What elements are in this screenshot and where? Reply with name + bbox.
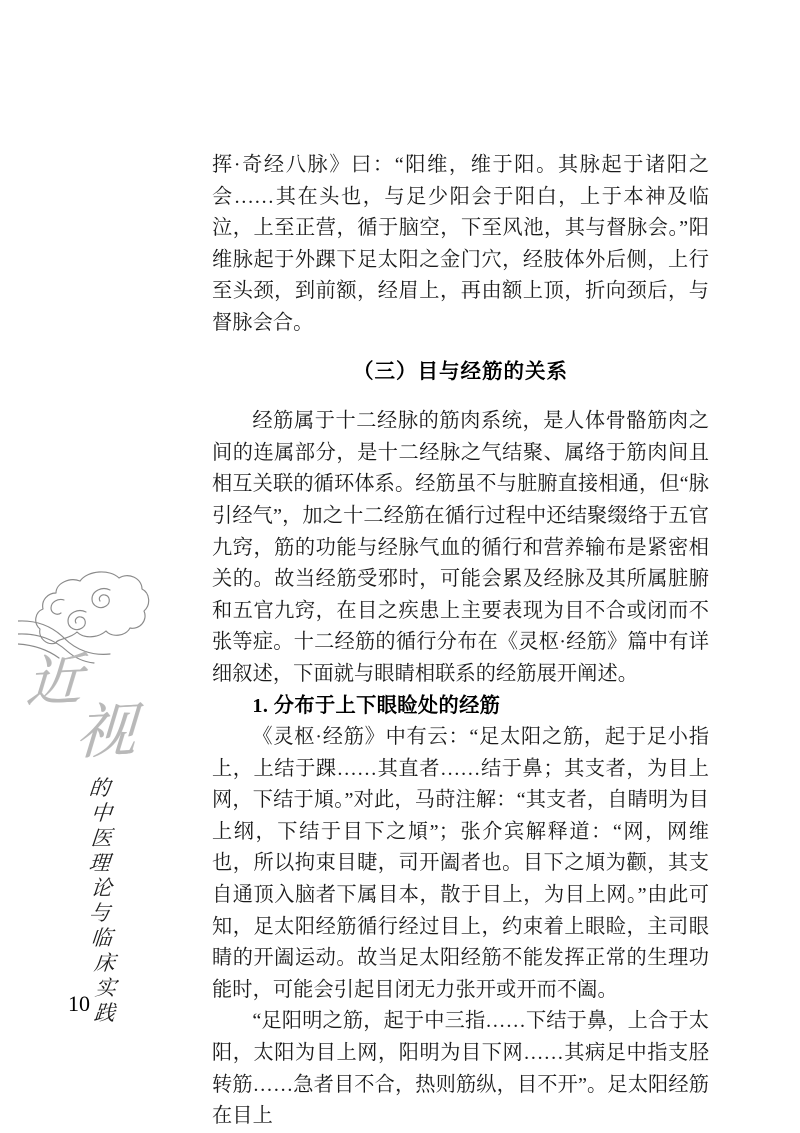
text-column — [212, 150, 709, 1133]
paragraph-continued: 挥·奇经八脉》曰：“阳维，维于阳。其脉起于诸阳之会……其在头也，与足少阳会于阳白，上于本神及临泣，上至正营，循于脑空，下至风池，其与督脉会。”阳维脉起于外踝下足太阳之金门穴，经肢体外后侧，上行至头颈，到前额，经眉上，再由额上顶，折向颈后，与督脉会合。 — [212, 154, 709, 334]
auspicious-cloud-icon — [18, 560, 158, 675]
book-title-small-char: 医 — [89, 826, 114, 850]
book-title-small-char: 实 — [93, 976, 118, 1000]
section-heading: （三）目与经筋的关系 — [353, 360, 568, 383]
sub-heading-1: 1. 分布于上下眼睑处的经筋 — [252, 694, 501, 717]
book-title-small-char: 论 — [89, 876, 114, 900]
book-title-small-char: 理 — [87, 851, 111, 875]
book-title-large — [24, 650, 164, 780]
book-title-large-char: 视 — [74, 697, 138, 767]
book-title-small-char: 床 — [92, 951, 116, 975]
book-title-small-char: 与 — [87, 901, 111, 925]
book-title-small — [72, 776, 124, 1026]
book-title-small-char: 临 — [89, 926, 114, 950]
book-title-large-char: 近 — [24, 649, 84, 715]
paragraph-3: “足阳明之筋，起于中三指……下结于鼻，上合于太阳，太阳为目上网，阳明为目下网……其病足中指支胫转筋……急者目不合，热则筋纵，目不开”。足太阳经筋在目上 — [212, 1010, 709, 1128]
page-number: 10 — [68, 991, 90, 1016]
book-title-small-char: 践 — [92, 1001, 116, 1025]
paragraph-1: 经筋属于十二经脉的筋肉系统，是人体骨骼筋肉之间的连属部分，是十二经脉之气结聚、属络于筋肉间且相互关联的循环体系。经筋虽不与脏腑直接相通，但“脉引经气”，加之十二经筋在循行过程中还结聚缀络于五官九窍，筋的功能与经脉气血的循行和营养输布是紧密相关的。故当经筋受邪时，可能会累及经脉及其所属脏腑和五官九窍，在目之疾患上主要表现为目不合或闭而不张等症。十二经筋的循行分布在《灵枢·经筋》篇中有详细叙述，下面就与眼睛相联系的经筋展开阐述。 — [212, 410, 709, 685]
book-title-small-char: 中 — [89, 801, 114, 825]
book-title-small-char: 的 — [87, 776, 111, 800]
paragraph-2: 《灵枢·经筋》中有云：“足太阳之筋，起于足小指上，上结于踝……其直者……结于鼻；其支者，为目上网，下结于頄。”对此，马莳注解：“其支者，自睛明为目上纲，下结于目下之頄”；张介宾解释道：“网，网维也，所以拘束目睫，司开阖者也。目下之頄为颧，其支自通顶入脑者下属目本，散于目上，为目上网。”由此可知，足太阳经筋循行经过目上，约束着上眼睑，主司眼睛的开阖运动。故当足太阳经筋不能发挥正常的生理功能时，可能会引起目闭无力张开或开而不阖。 — [212, 726, 709, 1001]
